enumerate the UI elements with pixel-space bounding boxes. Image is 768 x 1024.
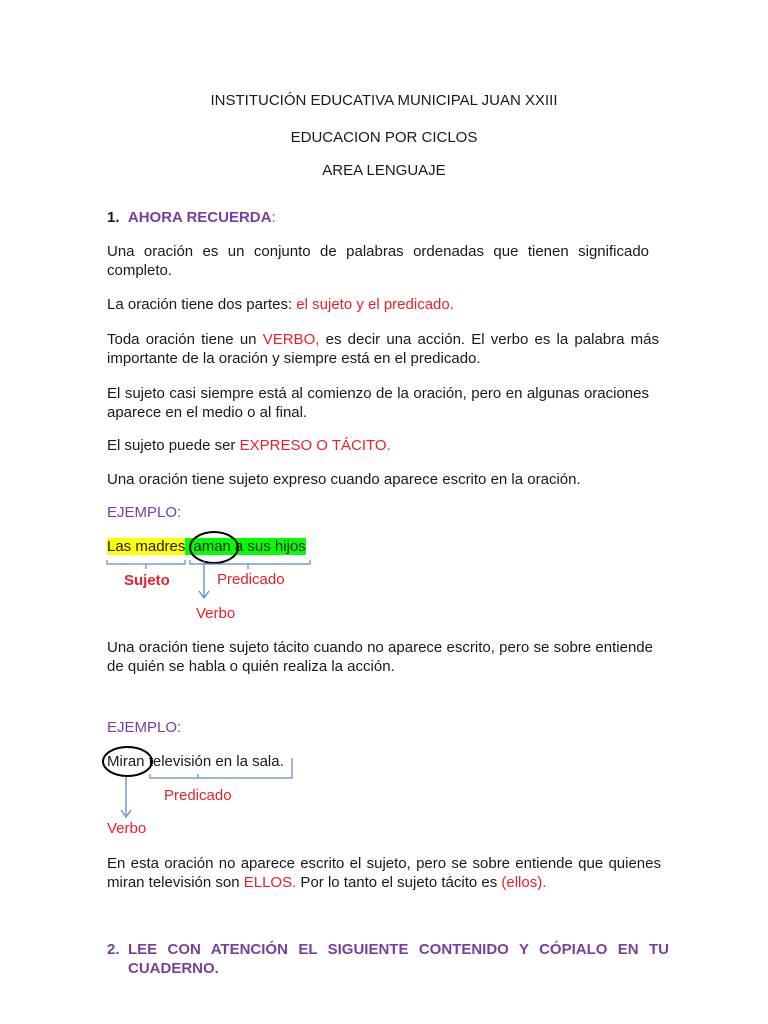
example1-label-predicado: Predicado <box>217 571 285 588</box>
section1-colon: : <box>271 209 276 226</box>
example2-label: EJEMPLO: <box>107 719 182 736</box>
example2-label-verbo: Verbo <box>107 820 147 837</box>
section2-heading-row <box>107 940 669 978</box>
verb-text-b: es decir una acción. El verbo es la palabra más importante de la oración y siempre está en el predicado. <box>107 331 659 367</box>
two-parts-text: La oración tiene dos partes: <box>107 296 297 313</box>
paragraph-subject-position: El sujeto casi siempre está al comienzo de la oración, pero en algunas oraciones aparece en el medio o al final. <box>107 385 649 421</box>
program-title: EDUCACION POR CICLOS <box>290 129 478 146</box>
example1-label-sujeto: Sujeto <box>124 572 170 589</box>
example2-verb: Miran <box>107 753 145 770</box>
paragraph-tacit-subject: Una oración tiene sujeto tácito cuando no aparece escrito, pero se sobre entiende de quién se habla o quién realiza la acción. <box>107 639 653 675</box>
example2-label-predicado: Predicado <box>164 787 232 804</box>
paragraph-express-subject: Una oración tiene sujeto expreso cuando aparece escrito en la oración. <box>107 471 581 488</box>
two-parts-highlight: el sujeto y el predicado. <box>296 296 454 313</box>
explanation-text-b: Por lo tanto el sujeto tácito es <box>296 874 502 891</box>
explanation-ellos: ELLOS. <box>243 874 297 891</box>
example1-rest: a sus hijos <box>231 538 306 555</box>
section1-number: 1. <box>107 209 120 226</box>
example2-rest: televisión en la sala. <box>148 753 284 770</box>
section2-title: LEE CON ATENCIÓN EL SIGUIENTE CONTENIDO Y CÓPIALO EN TU CUADERNO. <box>128 941 669 977</box>
section2-number: 2. <box>107 941 120 958</box>
institution-title: INSTITUCIÓN EDUCATIVA MUNICIPAL JUAN XXIII <box>210 92 558 109</box>
subject-types-text: El sujeto puede ser <box>107 437 240 454</box>
section1-title: AHORA RECUERDA <box>127 209 272 226</box>
explanation-text-a: En esta oración no aparece escrito el sujeto, pero se sobre entiende que quienes miran televisión son <box>107 855 661 891</box>
verb-highlight: VERBO, <box>262 331 320 348</box>
example2-verb-circle <box>102 746 153 777</box>
example1-subject: Las madres <box>107 538 186 555</box>
area-title: AREA LENGUAJE <box>322 162 446 179</box>
example1-label: EJEMPLO: <box>107 504 182 521</box>
paragraph-definition: Una oración es un conjunto de palabras ordenadas que tienen significado completo. <box>107 243 649 279</box>
verb-text-a: Toda oración tiene un <box>107 331 263 348</box>
example1-label-verbo: Verbo <box>196 605 236 622</box>
section2-heading <box>107 940 669 978</box>
example1-verb: aman <box>185 538 231 555</box>
paragraph-explanation <box>107 854 661 892</box>
subject-types-highlight: EXPRESO O TÁCITO. <box>239 437 391 454</box>
explanation-ellos-tacit: (ellos). <box>501 874 547 891</box>
